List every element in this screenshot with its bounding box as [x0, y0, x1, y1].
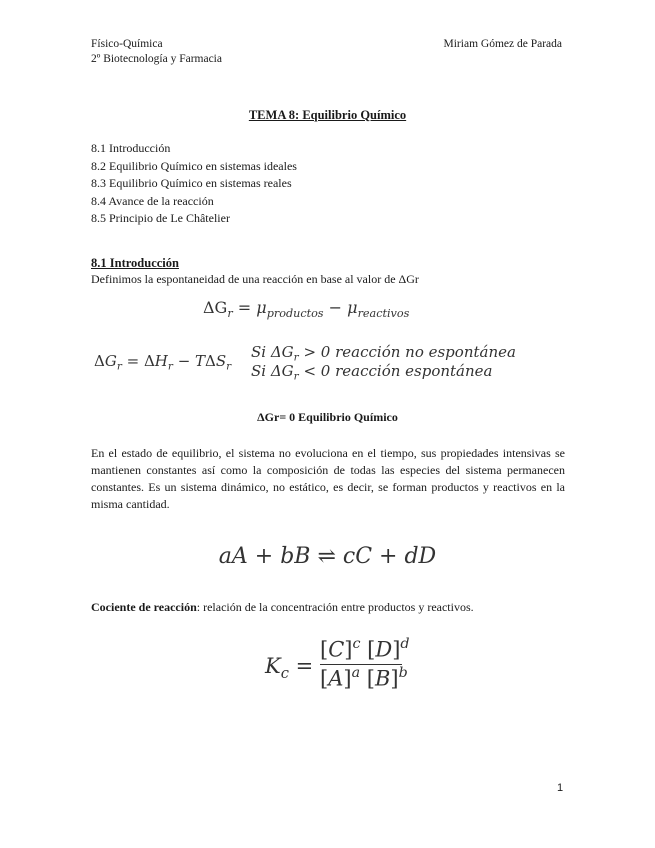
equilibrium-condition: ΔGr= 0 Equilibrio Químico: [257, 410, 398, 424]
quotient-text: : relación de la concentración entre productos y reactivos.: [196, 600, 474, 614]
header-program: 2º Biotecnología y Farmacia: [91, 53, 222, 65]
toc-item: 8.2 Equilibrio Químico en sistemas ideales: [91, 158, 297, 173]
quotient-definition: [91, 600, 474, 615]
condition-non-spontaneous: Si $\Delta G_r > 0$ reacción no espontánea: [251, 343, 516, 364]
toc-item: 8.3 Equilibrio Químico en sistemas reales: [91, 176, 292, 190]
condition-spontaneous: Si $\Delta G_r < 0$ reacción espontánea: [251, 362, 493, 383]
toc-item: 8.5 Principio de Le Châtelier: [91, 211, 230, 225]
section-heading: 8.1 Introducción: [91, 256, 179, 270]
header-course: Físico-Química: [91, 38, 163, 50]
table-of-contents: [91, 140, 297, 228]
reaction-equation: aA + bB ⇌ cC + dD: [218, 544, 437, 569]
quotient-term: Cociente de reacción: [91, 600, 197, 614]
section-intro: Definimos la espontaneidad de una reacción en base al valor de ΔGr: [91, 272, 419, 286]
page-title: TEMA 8: Equilibrio Químico: [248, 108, 407, 122]
gibbs-enthalpy-equation: $\Delta G_r = \Delta H_r - T\Delta S_r$: [94, 352, 232, 373]
equilibrium-paragraph: En el estado de equilibrio, el sistema no evoluciona en el tiempo, sus propiedades intensivas se mantienen constantes así como la composición de todas las especies del sistema permanecen constantes. Es un sistema dinámico, no estático, es decir, se forman productos y reactivos en la misma cantidad.: [91, 446, 565, 511]
toc-item: 8.1 Introducción: [91, 141, 171, 155]
page-number: 1: [557, 782, 564, 794]
toc-item: 8.4 Avance de la reacción: [91, 193, 214, 208]
gibbs-difference-equation: $\Delta G_r = \mu_{productos} - \mu_{reactivos}$: [203, 298, 410, 320]
header-author: Miriam Gómez de Parada: [443, 38, 562, 50]
